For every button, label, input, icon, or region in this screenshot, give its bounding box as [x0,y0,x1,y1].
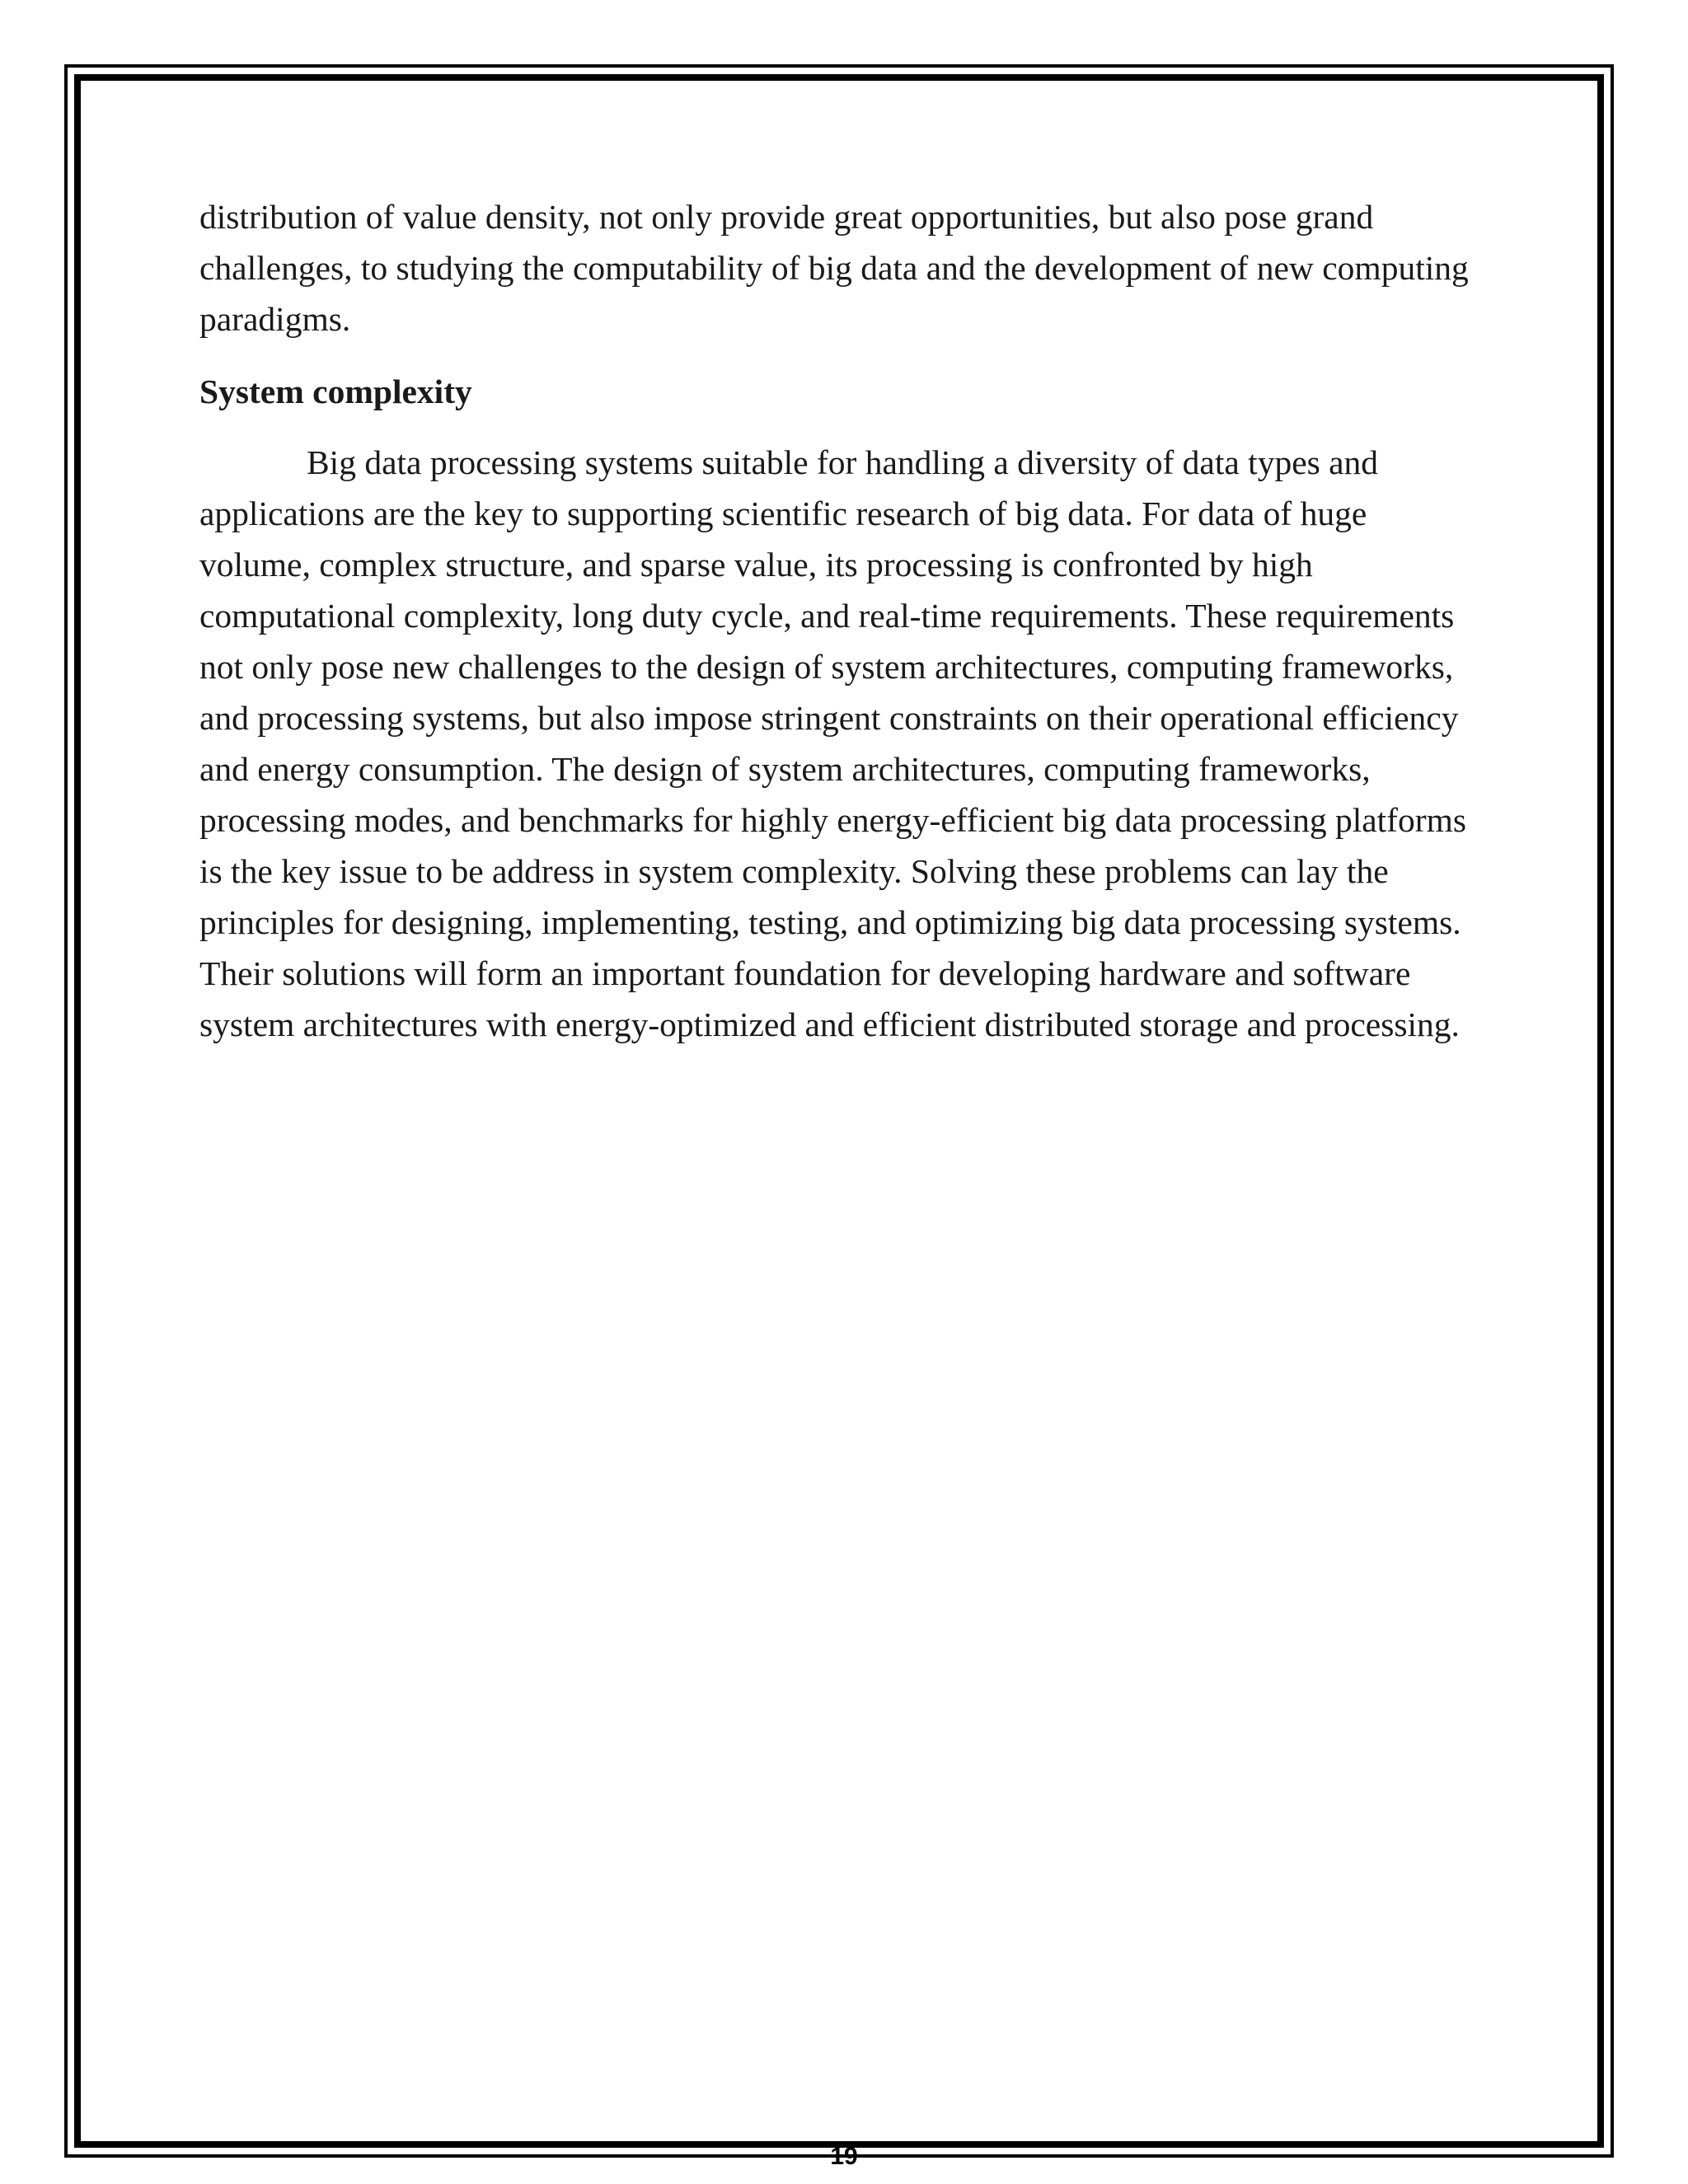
page-content [199,191,1502,1050]
section-heading: System complexity [199,373,472,410]
section-paragraph: Big data processing systems suitable for handling a diversity of data types and applications are the key to supporting scientific research of big data. For data of huge volume, complex structure, and sparse value, its processing is confronted by high computational complexity, long duty cycle, and real-time requirements. These requirements not only pose new challenges to the design of system architectures, computing frameworks, and processing systems, but also impose stringent constraints on their operational efficiency and energy consumption. The design of system architectures, computing frameworks, processing modes, and benchmarks for highly energy-efficient big data processing platforms is the key issue to be address in system complexity. Solving these problems can lay the principles for designing, implementing, testing, and optimizing big data processing systems. Their solutions will form an important foundation for developing hardware and software system architectures with energy-optimized and efficient distributed storage and processing. [199,443,1466,1043]
page-number: 19 [830,2143,858,2170]
continued-paragraph: distribution of value density, not only provide great opportunities, but also pose grand challenges, to studying the computability of big data and the development of new computing paradigms. [199,198,1469,338]
